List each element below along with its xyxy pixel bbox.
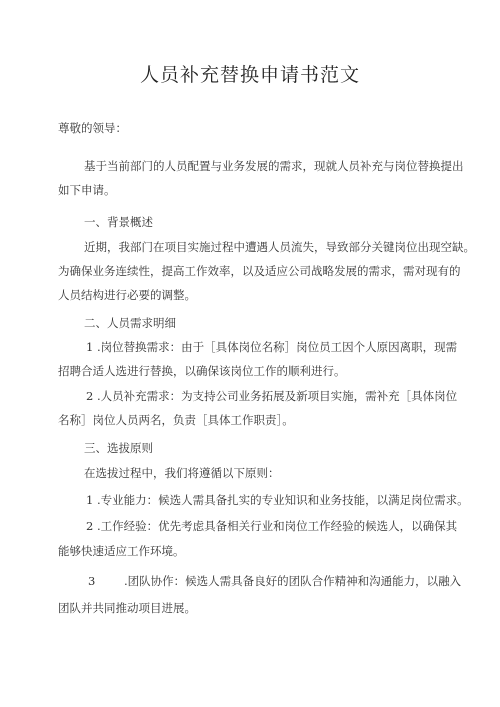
- needs-item-2-line-2: 名称］岗位人员两名，负责［具体工作职责］。: [58, 413, 294, 427]
- principles-item-2-line-2: 能够快速适应工作环境。: [58, 544, 185, 558]
- principles-item-2-line-1: 2 .工作经验：优先考虑具备相关行业和岗位工作经验的候选人，以确保其: [86, 519, 458, 533]
- document-title: 人员补充替换申请书范文: [139, 64, 360, 86]
- principles-lead: 在选拔过程中，我们将遵循以下原则：: [84, 466, 280, 480]
- principles-item-1-line-1: 1 .专业能力：候选人需具备扎实的专业知识和业务技能，以满足岗位需求。: [86, 493, 469, 507]
- intro-line-1: 基于当前部门的人员配置与业务发展的需求，现就人员补充与岗位替换提出: [84, 159, 464, 173]
- section-heading-background: 一、背景概述: [84, 215, 153, 229]
- intro-line-2: 如下申请。: [58, 183, 116, 197]
- background-line-3: 人员结构进行必要的调整。: [58, 288, 196, 302]
- needs-item-1-line-1: 1 .岗位替换需求：由于［具体岗位名称］岗位员工因个人原因离职，现需: [86, 340, 458, 354]
- section-heading-needs: 二、人员需求明细: [84, 316, 176, 330]
- background-line-2: 为确保业务连续性，提高工作效率，以及适应公司战略发展的需求，需对现有的: [58, 264, 461, 278]
- needs-item-1-line-2: 招聘合适人选进行替换，以确保该岗位工作的顺利进行。: [58, 364, 346, 378]
- background-line-1: 近期，我部门在项目实施过程中遭遇人员流失，导致部分关键岗位出现空缺。: [84, 240, 475, 254]
- principles-item-3-line-2: 团队并共同推动项目进展。: [58, 601, 196, 615]
- principles-item-3-line-1: .团队协作：候选人需具备良好的团队合作精神和沟通能力，以融入: [124, 574, 462, 588]
- greeting: 尊敬的领导：: [58, 121, 127, 135]
- section-heading-principles: 三、选拔原则: [84, 441, 153, 455]
- principles-item-3-number: 3: [88, 574, 96, 588]
- needs-item-2-line-1: 2 .人员补充需求：为支持公司业务拓展及新项目实施，需补充［具体岗位: [86, 389, 458, 403]
